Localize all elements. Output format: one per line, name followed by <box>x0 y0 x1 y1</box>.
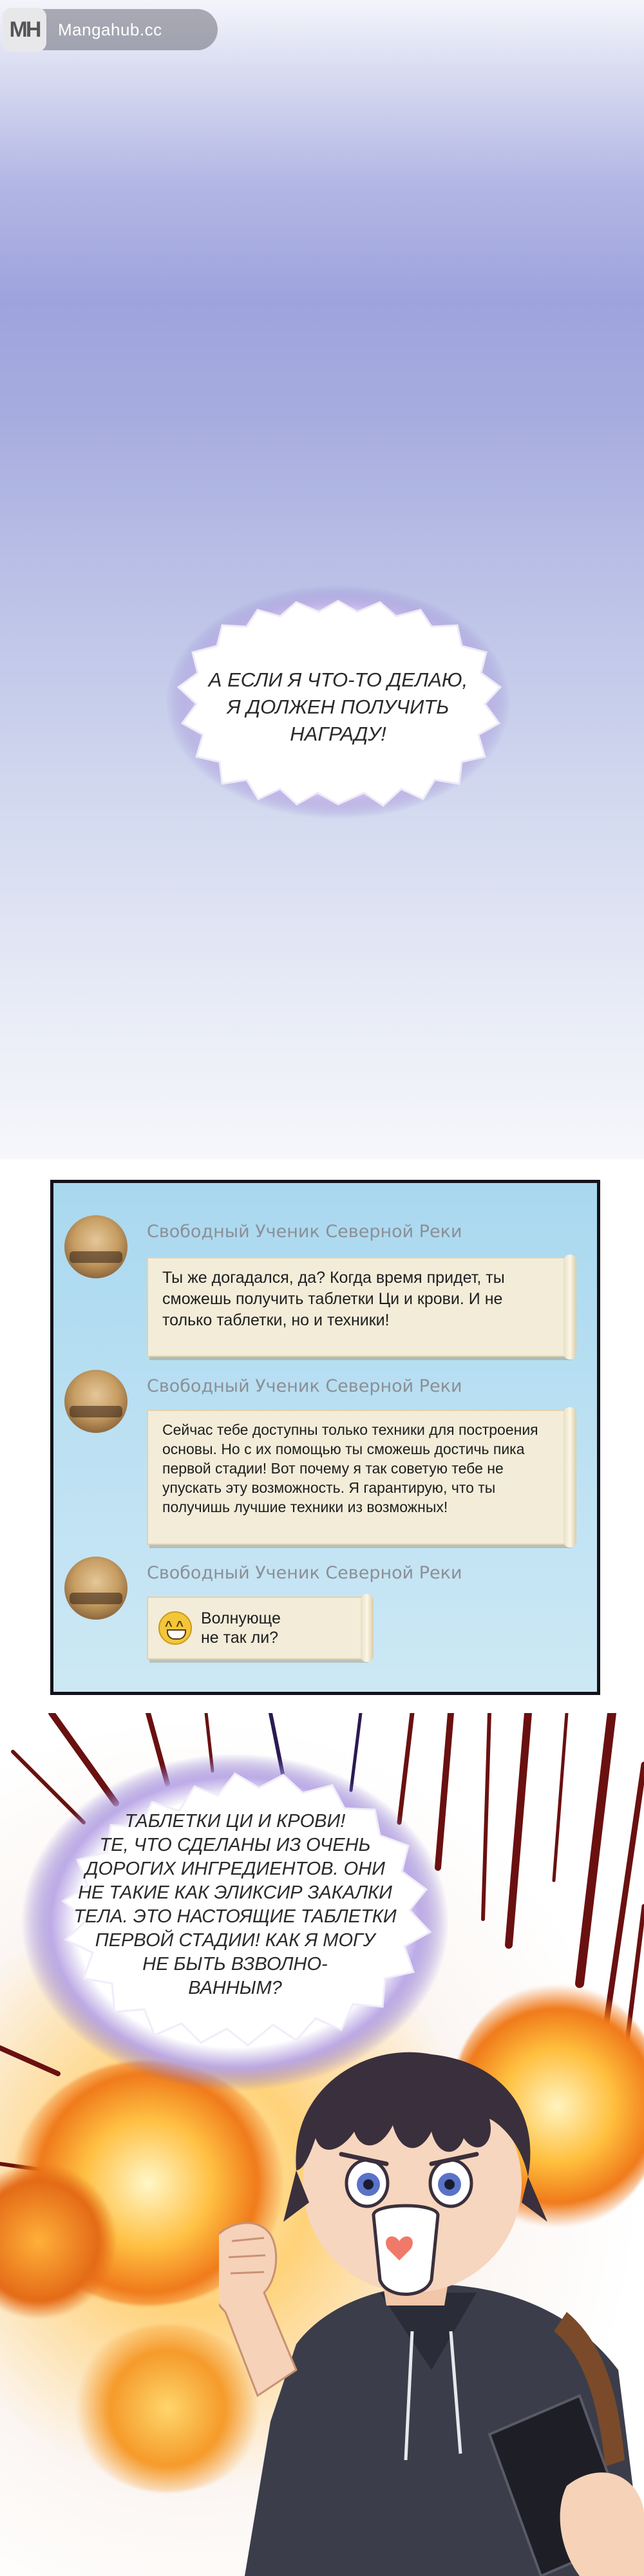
speech-line: ПЕРВОЙ СТАДИИ! КАК Я МОГУ <box>95 1930 375 1951</box>
speech-line: ТАБЛЕТКИ ЦИ И КРОВИ! <box>124 1811 346 1832</box>
message-text: Ты же догадался, да? Когда время придет, ты сможешь получить таблетки Ци и крови. И не только таблетки, но и техники! <box>162 1269 505 1329</box>
speech-line: ТЕЛА. ЭТО НАСТОЯЩИЕ ТАБЛЕТКИ <box>73 1906 397 1927</box>
message-text: Волнующе <box>201 1609 281 1627</box>
speech-line: НЕ ТАКИЕ КАК ЭЛИКСИР ЗАКАЛКИ <box>78 1882 392 1903</box>
speech-line: ТЕ, ЧТО СДЕЛАНЫ ИЗ ОЧЕНЬ <box>99 1835 371 1855</box>
message-text: Сейчас тебе доступны только техники для построения основы. Но с их помощью ты сможешь достичь пика первой стадии! Вот почему я так советую тебе не упускать эту возможность. Я гарантирую, что ты получишь лучшие техники из возможных! <box>162 1421 538 1515</box>
sky-panel <box>0 0 644 1159</box>
sender-name: Свободный Ученик Северной Реки <box>147 1563 462 1583</box>
avatar[interactable] <box>64 1557 128 1620</box>
watermark[interactable] <box>5 9 218 50</box>
speech-line: ДОРОГИХ ИНГРЕДИЕНТОВ. ОНИ <box>85 1859 385 1879</box>
speech-line: ВАННЫМ? <box>188 1978 282 1998</box>
excited-boy <box>219 2009 644 2576</box>
sender-name: Свободный Ученик Северной Реки <box>147 1376 462 1396</box>
site-logo: MH <box>3 8 46 52</box>
chat-panel <box>50 1180 600 1695</box>
speech-bubble-reward <box>164 583 512 821</box>
sender-name: Свободный Ученик Северной Реки <box>147 1222 462 1242</box>
site-name: Mangahub.cc <box>58 19 162 39</box>
speech-text: А ЕСЛИ Я ЧТО-ТО ДЕЛАЮ, Я ДОЛЖЕН ПОЛУЧИТЬ НАГРАДУ! <box>208 668 468 745</box>
avatar[interactable] <box>64 1215 128 1278</box>
message-bubble <box>147 1410 569 1545</box>
message-text: не так ли? <box>201 1629 279 1647</box>
speech-text <box>71 1810 399 2000</box>
avatar[interactable] <box>64 1370 128 1433</box>
grin-emoji <box>158 1611 192 1645</box>
speech-line: НЕ БЫТЬ ВЗВОЛНО- <box>142 1954 328 1975</box>
message-bubble <box>147 1596 366 1660</box>
message-bubble <box>147 1257 569 1357</box>
